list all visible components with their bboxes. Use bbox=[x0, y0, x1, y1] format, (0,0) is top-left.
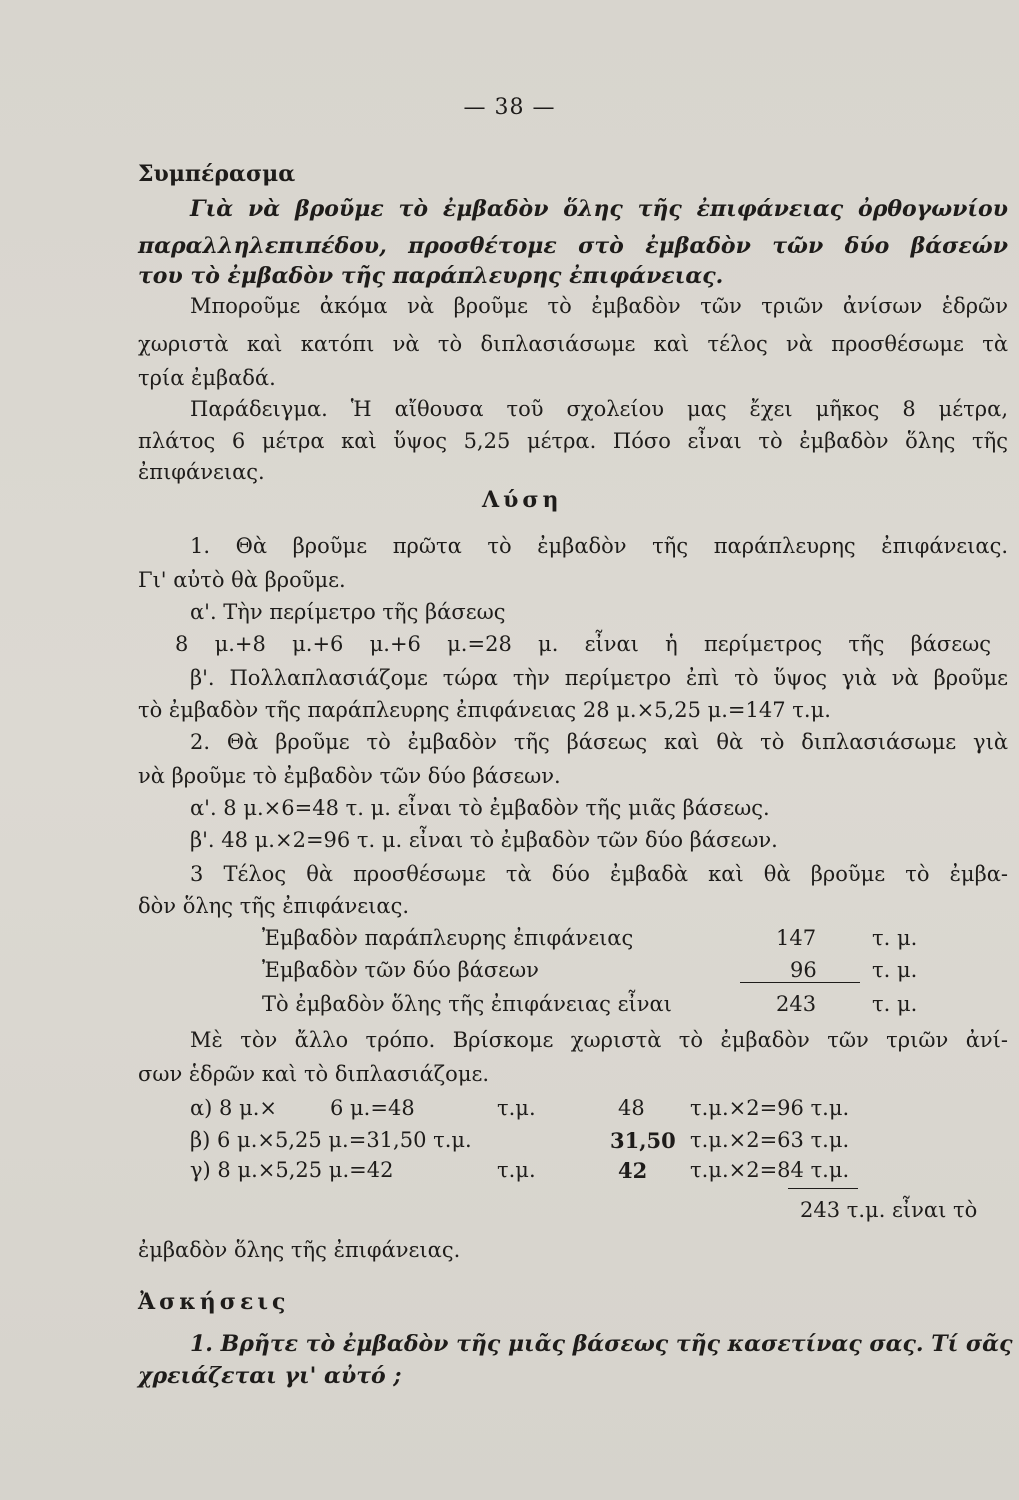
conclusion-line-2: παραλληλεπιπέδου, προσθέτομε στὸ ἐμβαδὸν τῶν δύο βάσεών bbox=[138, 233, 1008, 259]
step1b-line-2: τὸ ἐμβαδὸν τῆς παράπλευρης ἐπιφάνειας 28 μ.×5,25 μ.=147 τ.μ. bbox=[138, 698, 831, 722]
sum-label-2: Ἐμβαδὸν τῶν δύο βάσεων bbox=[262, 958, 539, 982]
step3-line-1: 3 Τέλος θὰ προσθέσωμε τὰ δύο ἐμβαδὰ καὶ θὰ βροῦμε τὸ ἐμβα- bbox=[190, 862, 1008, 886]
step2-line-1: 2. Θὰ βροῦμε τὸ ἐμβαδὸν τῆς βάσεως καὶ θὰ τὸ διπλασιάσωμε γιὰ bbox=[190, 730, 1008, 754]
calc-row-a-value: 48 bbox=[618, 1096, 645, 1120]
step1a-line-2: 8 μ.+8 μ.+6 μ.+6 μ.=28 μ. εἶναι ἡ περίμετρος τῆς βάσεως bbox=[175, 632, 991, 656]
exercise-1-line-2: χρειάζεται γι' αὐτό ; bbox=[138, 1363, 402, 1389]
page-number: — 38 — bbox=[463, 95, 556, 120]
calc-row-c-result: τ.μ.×2=84 τ.μ. bbox=[690, 1158, 850, 1182]
conclusion-heading: Συμπέρασμα bbox=[138, 161, 296, 187]
sum-unit-2: τ. μ. bbox=[872, 958, 918, 982]
paragraph-line-3: τρία ἐμβαδά. bbox=[138, 366, 276, 390]
calc-row-c-unit: τ.μ. bbox=[497, 1158, 536, 1182]
exercises-heading: Ἀσκήσεις bbox=[138, 1289, 290, 1315]
calc-total-line-2: ἐμβαδὸν ὅλης τῆς ἐπιφάνειας. bbox=[138, 1238, 461, 1262]
sum-unit-1: τ. μ. bbox=[872, 926, 918, 950]
calc-row-a-mid: 6 μ.=48 bbox=[330, 1096, 415, 1120]
calc-total: 243 τ.μ. εἶναι τὸ bbox=[800, 1198, 978, 1222]
calc-row-b-value: 31,50 bbox=[610, 1128, 676, 1153]
calc-row-a-left: α) 8 μ.× bbox=[190, 1096, 278, 1120]
exercise-1-line-1: 1. Βρῆτε τὸ ἐμβαδὸν τῆς μιᾶς βάσεως τῆς κασετίνας σας. Τί σᾶς bbox=[190, 1331, 1013, 1357]
calc-row-b-left: β) 6 μ.×5,25 μ.=31,50 τ.μ. bbox=[190, 1128, 472, 1152]
step2a: α'. 8 μ.×6=48 τ. μ. εἶναι τὸ ἐμβαδὸν τῆς μιᾶς βάσεως. bbox=[190, 796, 770, 820]
sum-label-1: Ἐμβαδὸν παράπλευρης ἐπιφάνειας bbox=[262, 926, 634, 950]
conclusion-line-1: Γιὰ νὰ βροῦμε τὸ ἐμβαδὸν ὅλης τῆς ἐπιφάνειας ὀρθογωνίου bbox=[190, 196, 1008, 222]
sum-value-3: 243 bbox=[776, 992, 817, 1016]
conclusion-line-3: του τὸ ἐμβαδὸν τῆς παράπλευρης ἐπιφάνειας. bbox=[138, 263, 724, 289]
calc-rule bbox=[788, 1188, 858, 1189]
step1-line-1: 1. Θὰ βροῦμε πρῶτα τὸ ἐμβαδὸν τῆς παράπλευρης ἐπιφάνειας. bbox=[190, 534, 1008, 558]
calc-row-a-result: τ.μ.×2=96 τ.μ. bbox=[690, 1096, 850, 1120]
sum-value-2: 96 bbox=[790, 958, 817, 982]
paragraph-line-2: χωριστὰ καὶ κατόπι νὰ τὸ διπλασιάσωμε καὶ τέλος νὰ προσθέσωμε τὰ bbox=[138, 332, 1008, 356]
step1b-line-1: β'. Πολλαπλασιάζομε τώρα τὴν περίμετρο ἐπὶ τὸ ὕψος γιὰ νὰ βροῦμε bbox=[190, 666, 1008, 690]
calc-row-c-value: 42 bbox=[618, 1158, 648, 1183]
sum-label-3: Τὸ ἐμβαδὸν ὅλης τῆς ἐπιφάνειας εἶναι bbox=[262, 992, 672, 1016]
step1-line-2: Γι' αὐτὸ θὰ βροῦμε. bbox=[138, 568, 346, 592]
step2-line-2: νὰ βροῦμε τὸ ἐμβαδὸν τῶν δύο βάσεων. bbox=[138, 764, 561, 788]
sum-unit-3: τ. μ. bbox=[872, 992, 918, 1016]
step3-line-2: δὸν ὅλης τῆς ἐπιφάνειας. bbox=[138, 894, 410, 918]
example-line-3: ἐπιφάνειας. bbox=[138, 460, 265, 484]
example-line-2: πλάτος 6 μέτρα καὶ ὕψος 5,25 μέτρα. Πόσο εἶναι τὸ ἐμβαδὸν ὅλης τῆς bbox=[138, 429, 1008, 453]
step2b: β'. 48 μ.×2=96 τ. μ. εἶναι τὸ ἐμβαδὸν τῶν δύο βάσεων. bbox=[190, 828, 778, 852]
solution-heading: Λύση bbox=[482, 487, 563, 513]
calc-row-a-unit: τ.μ. bbox=[497, 1096, 536, 1120]
sum-value-1: 147 bbox=[776, 926, 817, 950]
paragraph-line-1: Μποροῦμε ἀκόμα νὰ βροῦμε τὸ ἐμβαδὸν τῶν τριῶν ἀνίσων ἑδρῶν bbox=[190, 294, 1008, 318]
calc-row-c-left: γ) 8 μ.×5,25 μ.=42 bbox=[190, 1158, 394, 1182]
example-line-1: Παράδειγμα. Ἡ αἴθουσα τοῦ σχολείου μας ἔχει μῆκος 8 μέτρα, bbox=[190, 397, 1008, 421]
step1a-line-1: α'. Τὴν περίμετρο τῆς βάσεως bbox=[190, 600, 506, 624]
other-method-line-2: σων ἑδρῶν καὶ τὸ διπλασιάζομε. bbox=[138, 1062, 490, 1086]
sum-rule bbox=[740, 982, 860, 983]
other-method-line-1: Μὲ τὸν ἄλλο τρόπο. Βρίσκομε χωριστὰ τὸ ἐμβαδὸν τῶν τριῶν ἀνί- bbox=[190, 1028, 1008, 1052]
calc-row-b-result: τ.μ.×2=63 τ.μ. bbox=[690, 1128, 850, 1152]
